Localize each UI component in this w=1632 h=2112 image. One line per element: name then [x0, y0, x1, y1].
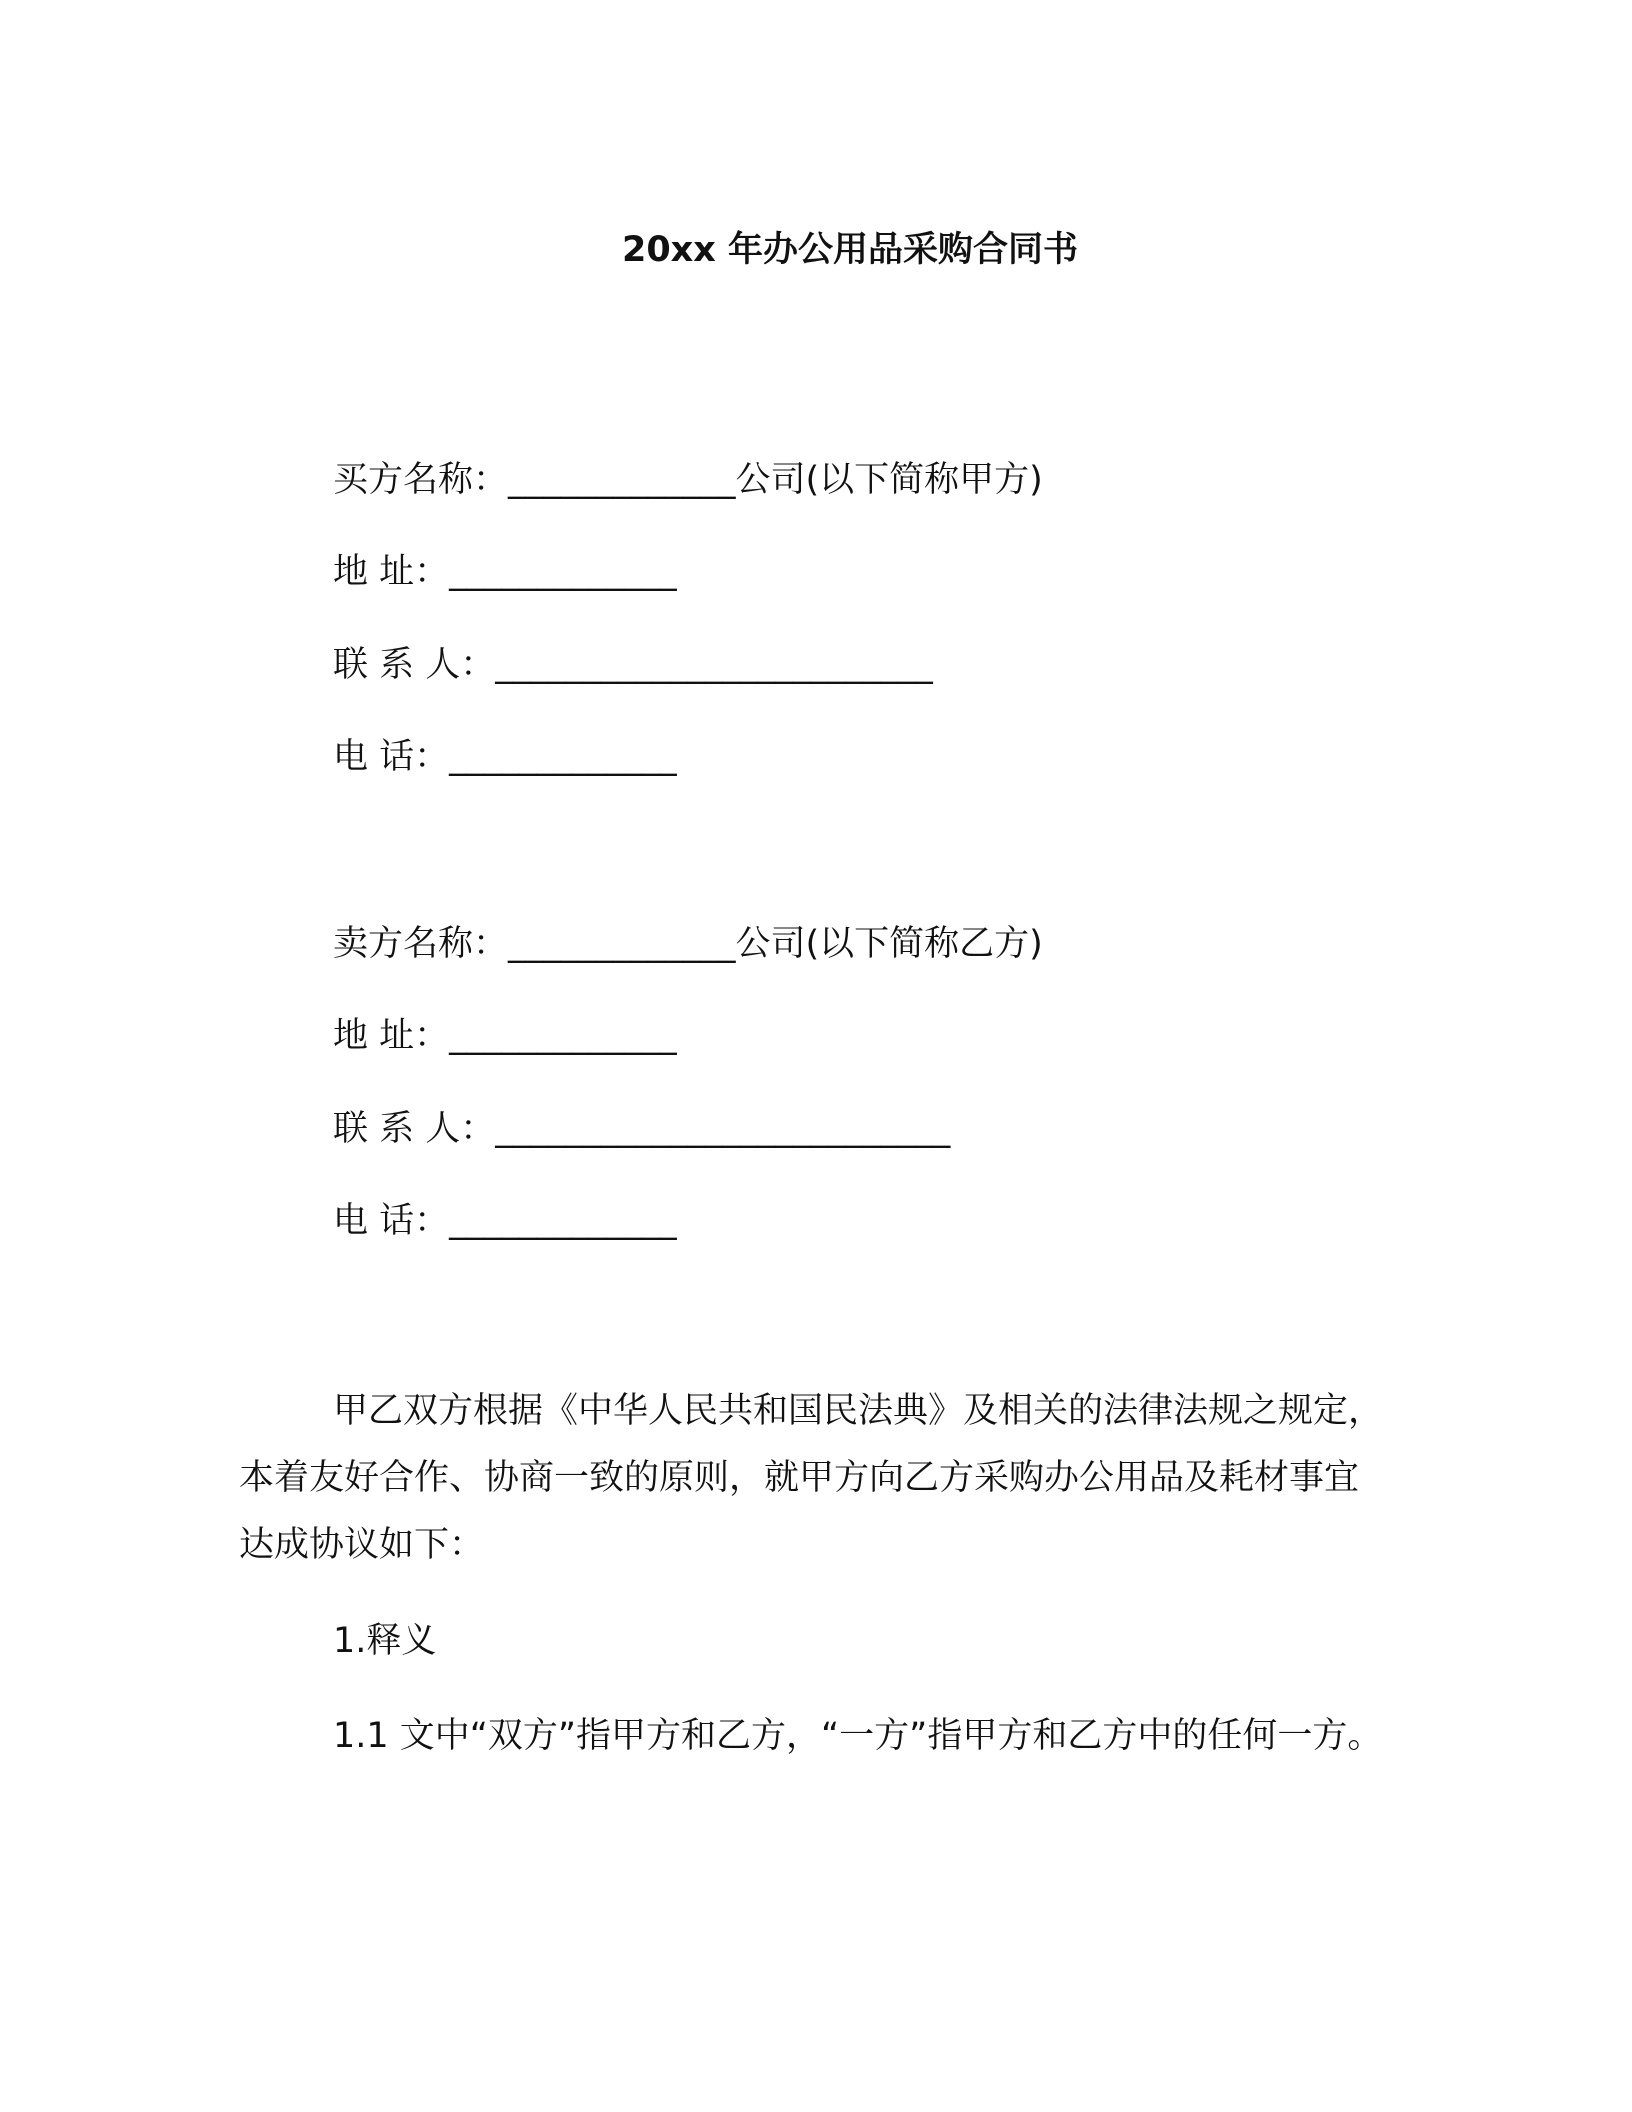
seller-address-line: 地 址：_____________ — [333, 1016, 677, 1056]
buyer-address-line: 地 址：_____________ — [333, 552, 677, 592]
buyer-phone-line: 电 话：_____________ — [333, 737, 677, 777]
document-title: 20xx 年办公用品采购合同书 — [621, 230, 1079, 270]
section-1-1-paragraph: 1.1 文中“双方”指甲方和乙方，“一方”指甲方和乙方中的任何一方。 — [333, 1716, 1383, 1756]
section-1-heading: 1.释义 — [333, 1621, 437, 1661]
buyer-name-line: 买方名称：_____________公司(以下简称甲方) — [333, 460, 1043, 500]
seller-name-line: 卖方名称：_____________公司(以下简称乙方) — [333, 924, 1043, 964]
seller-phone-line: 电 话：_____________ — [333, 1201, 677, 1241]
seller-contact-line: 联 系 人：__________________________ — [333, 1109, 951, 1149]
buyer-contact-line: 联 系 人：_________________________ — [333, 645, 933, 685]
preamble-paragraph: 甲乙双方根据《中华人民共和国民法典》及相关的法律法规之规定，本着友好合作、协商一致的原则，就甲方向乙方采购办公用品及耗材事宜达成协议如下： — [239, 1391, 1384, 1565]
